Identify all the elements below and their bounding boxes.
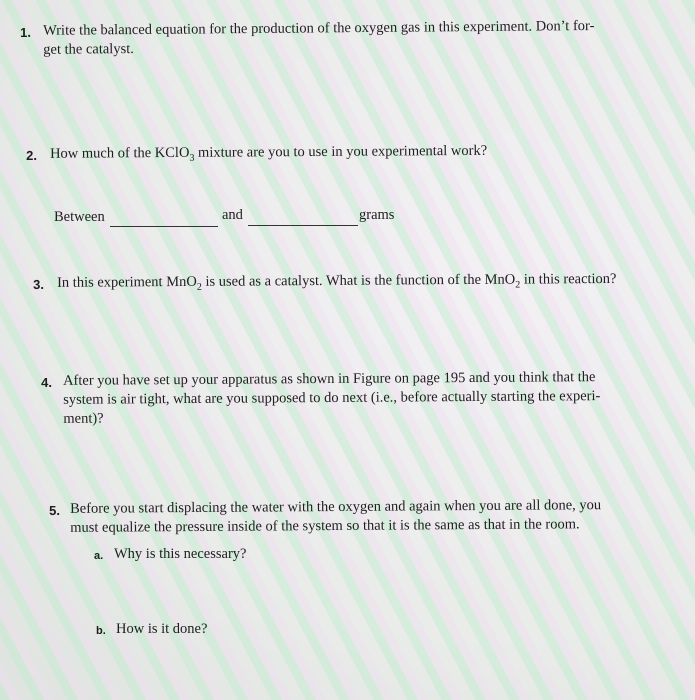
question-3-text-3: in this reaction? <box>520 270 617 288</box>
question-3-number: 3. <box>33 276 44 292</box>
grams-label: grams <box>359 207 395 223</box>
question-2-number: 2. <box>26 147 37 163</box>
question-3-text-2: is used as a catalyst. What is the function of the MnO <box>201 271 516 290</box>
question-1-line-2: get the catalyst. <box>43 41 134 58</box>
min-amount-blank[interactable] <box>110 226 218 227</box>
and-label: and <box>222 207 243 223</box>
question-1-line-1: Write the balanced equation for the production of the oxygen gas in this experiment. Don’t for- <box>43 17 595 39</box>
question-4-line-2: system is air tight, what are you supposed to do next (i.e., before actually starting the experi- <box>63 388 601 408</box>
question-4-line-1: After you have set up your apparatus as shown in Figure on page 195 and you think that the <box>63 369 596 389</box>
between-label: Between <box>54 209 105 225</box>
question-5b-text: How is it done? <box>116 621 208 637</box>
question-5-number: 5. <box>49 502 60 518</box>
question-5a-label: a. <box>94 550 104 562</box>
question-4-number: 4. <box>41 374 52 390</box>
question-5-line-1: Before you start displacing the water with the oxygen and again when you are all done, you <box>70 497 602 517</box>
question-3-text <box>57 270 617 298</box>
question-2-subscript: 3 <box>189 152 195 164</box>
question-5a-text: Why is this necessary? <box>114 546 247 562</box>
question-4-line-3: ment)? <box>63 410 104 427</box>
question-1-number: 1. <box>20 24 32 40</box>
question-2-text-after: mixture are you to use in you experimental work? <box>194 142 488 161</box>
question-3-subscript-1: 2 <box>196 281 202 293</box>
question-2-text <box>50 142 487 169</box>
question-2-text-before: How much of the KClO <box>50 144 190 162</box>
question-5-line-2: must equalize the pressure inside of the system so that it is the same as that in the room. <box>70 516 580 536</box>
question-5b-label: b. <box>96 625 106 637</box>
max-amount-blank[interactable] <box>248 225 358 226</box>
question-3-subscript-2: 2 <box>515 279 521 291</box>
question-3-text-1: In this experiment MnO <box>57 273 197 291</box>
